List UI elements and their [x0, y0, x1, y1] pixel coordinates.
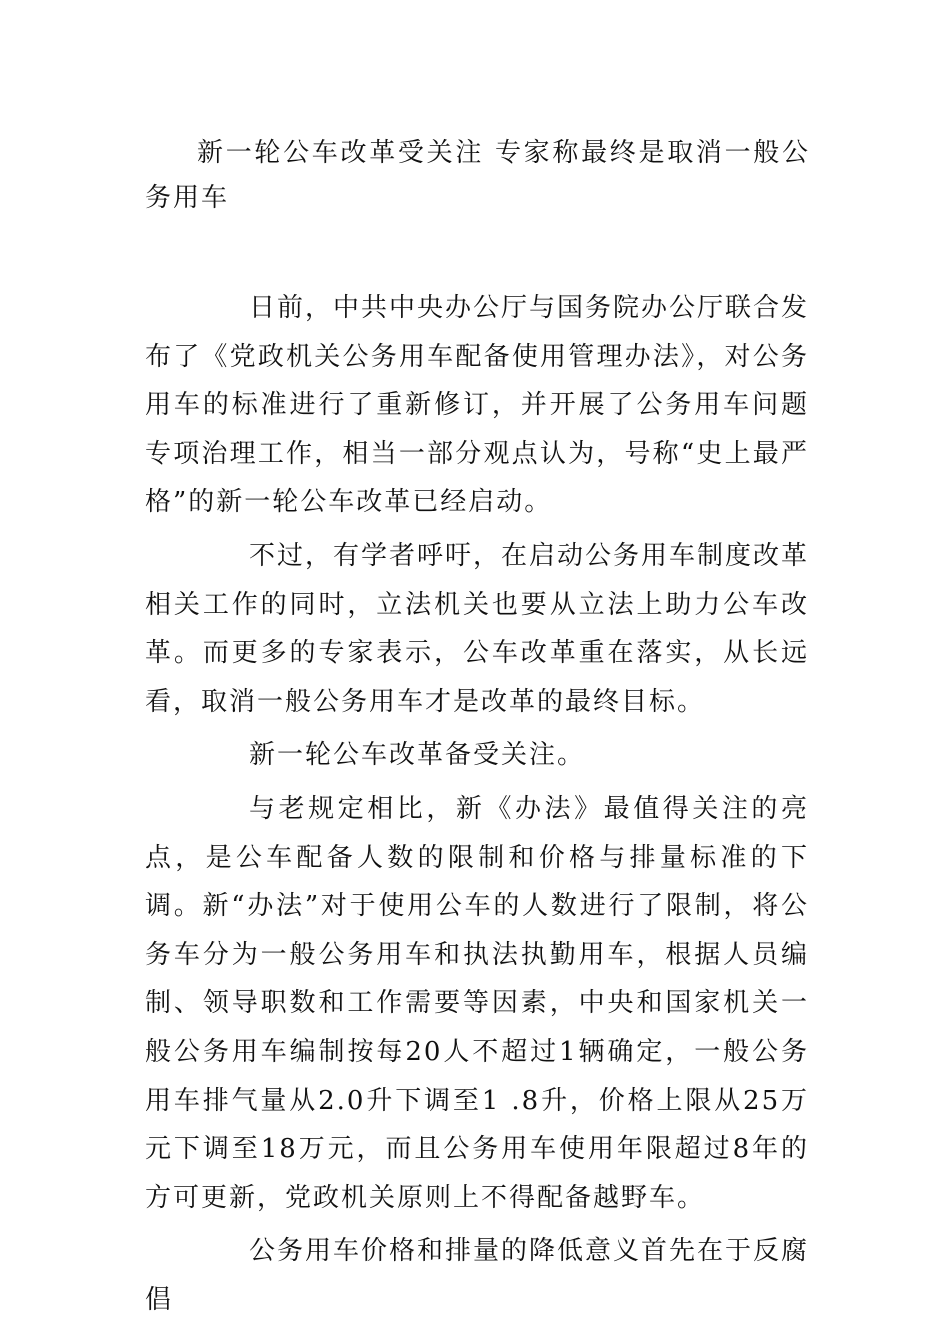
paragraph: 不过，有学者呼吁，在启动公务用车制度改革相关工作的同时，立法机关也要从立法上助力公车改革。而更多的专家表示，公车改革重在落实，从长远看，取消一般公务用车才是改革的最终目标。: [145, 540, 810, 717]
paragraph: 与老规定相比，新《办法》最值得关注的亮点，是公车配备人数的限制和价格与排量标准的下调。新“办法”对于使用公车的人数进行了限制，将公务车分为一般公务用车和执法执勤用车，根据人员编制、领导职数和工作需要等因素，中央和国家机关一般公务用车编制按每20人不超过1辆确定，一般公务用车排气量从2.0升下调至1 .8升，价格上限从25万元下调至18万元，而且公务用车使用年限超过8年的方可更新，党政机关原则上不得配备越野车。: [145, 793, 809, 1213]
document-body: [145, 284, 809, 1329]
paragraph: 新一轮公车改革备受关注。: [249, 740, 586, 771]
paragraph: 日前，中共中央办公厅与国务院办公厅联合发布了《党政机关公务用车配备使用管理办法》，对公务用车的标准进行了重新修订，并开展了公务用车问题专项治理工作，相当一部分观点认为，号称“史上最严格”的新一轮公车改革已经启动。: [145, 293, 810, 518]
paragraph: 公务用车价格和排量的降低意义首先在于反腐倡: [145, 1236, 810, 1315]
document-title: 新一轮公车改革受关注 专家称最终是取消一般公务用车: [145, 138, 810, 213]
